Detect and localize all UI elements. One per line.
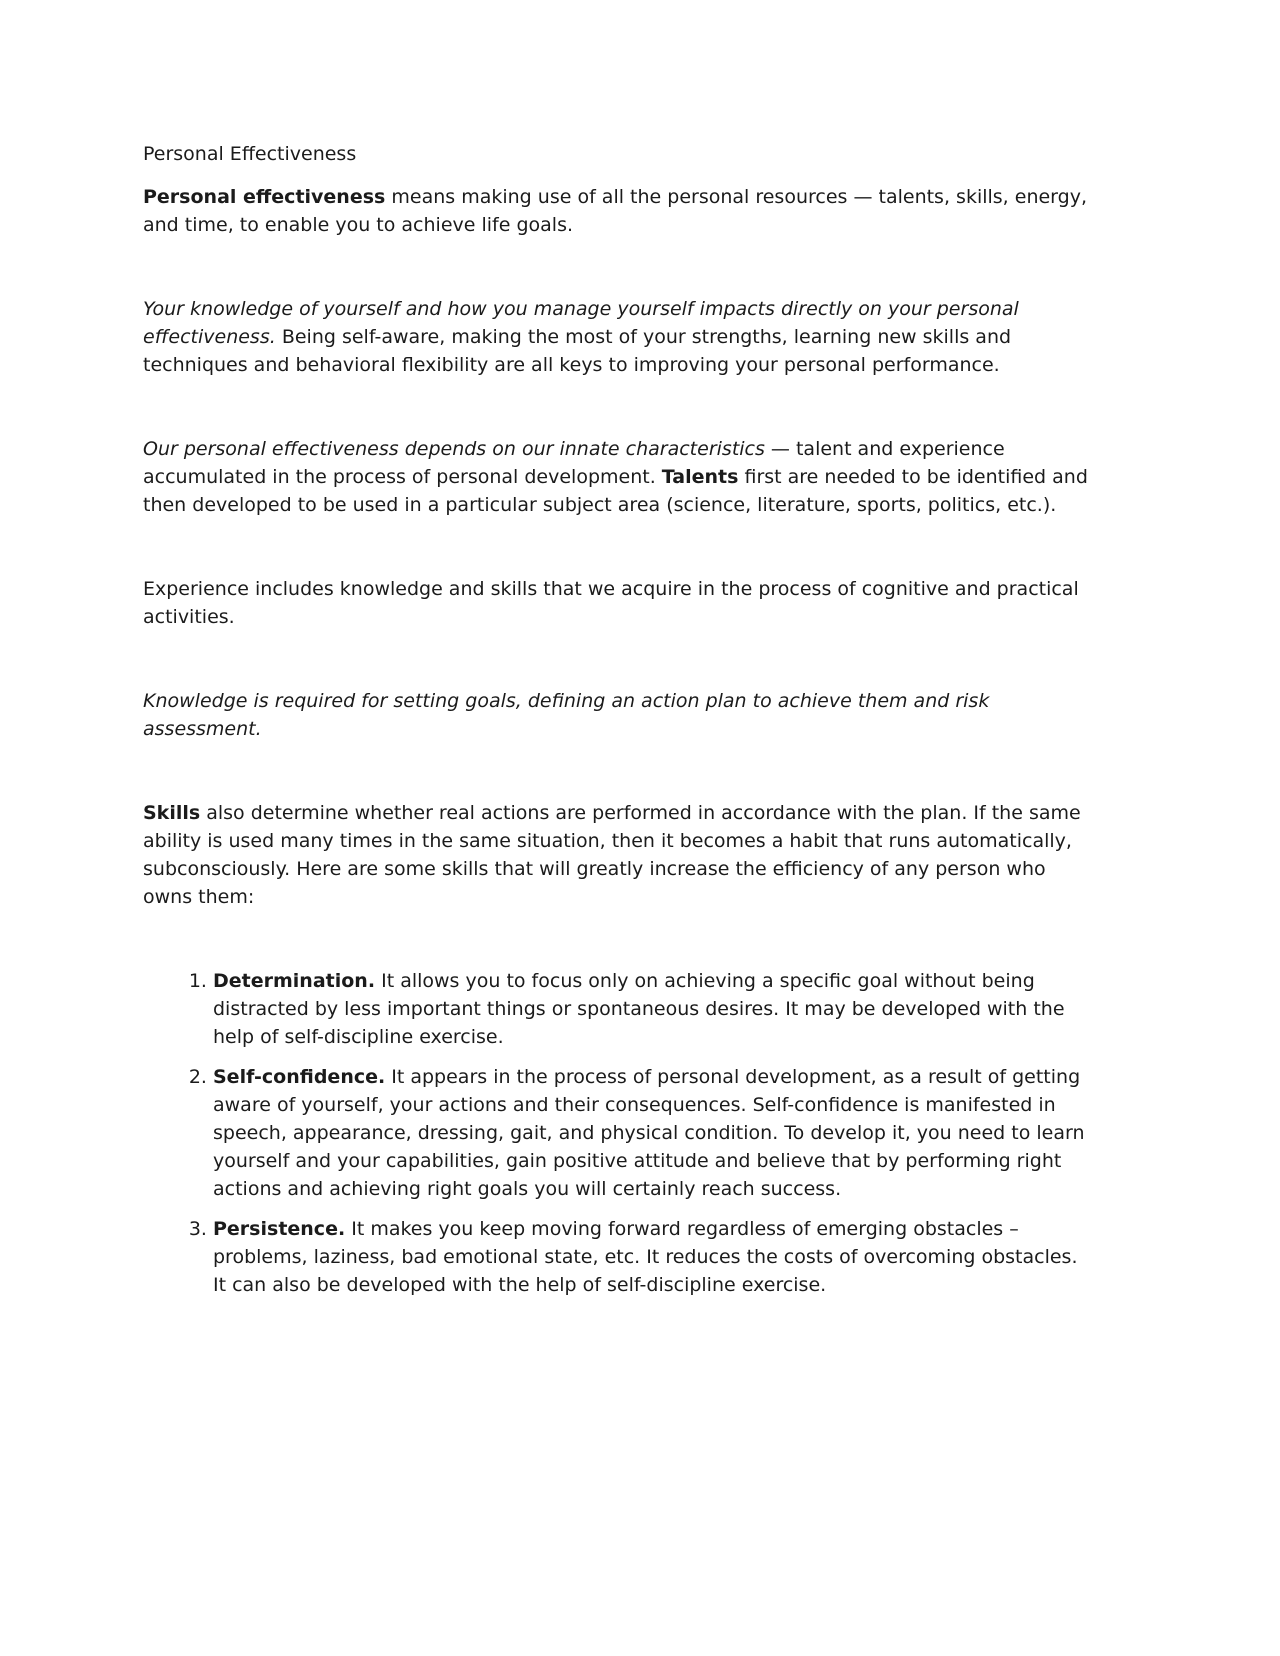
list-item-1-term: Determination. xyxy=(213,970,376,992)
paragraph-3-italic: Our personal effectiveness depends on our innate characteristics xyxy=(143,438,765,460)
paragraph-knowledge xyxy=(143,687,1095,743)
list-item-3-text: It makes you keep moving forward regardless of emerging obstacles – problems, laziness, bad emotional state, etc. It reduces the costs of overcoming obstacles. It can also be developed with the help of self-discipline exercise. xyxy=(213,1218,1078,1296)
paragraph-6-text: also determine whether real actions are performed in accordance with the plan. If the same ability is used many times in the same situation, then it becomes a habit that runs automatically, subconsciously. Here are some skills that will greatly increase the efficiency of any person who owns them: xyxy=(143,802,1081,908)
paragraph-2-italic: Your knowledge of yourself and how you manage yourself impacts directly on your personal effectiveness. xyxy=(143,298,1019,348)
paragraph-skills xyxy=(143,799,1095,911)
paragraph-personal-effectiveness xyxy=(143,183,1095,239)
paragraph-3-bold-talents: Talents xyxy=(661,466,739,488)
list-item-1-text: It allows you to focus only on achieving a specific goal without being distracted by less important things or spontaneous desires. It may be developed with the help of self-discipline exercise. xyxy=(213,970,1065,1048)
list-item-determination xyxy=(213,967,1095,1051)
list-item-2-text: It appears in the process of personal development, as a result of getting aware of yourself, your actions and their consequences. Self-confidence is manifested in speech, appearance, dressing, gait, and physical condition. To develop it, you need to learn yourself and your capabilities, gain positive attitude and believe that by performing right actions and achieving right goals you will certainly reach success. xyxy=(213,1066,1085,1200)
paragraph-3-text: first are needed to be identified and then developed to be used in a particular subject area (science, literature, sports, politics, etc.). xyxy=(143,466,1088,516)
paragraph-1-lead-bold: Personal effectiveness xyxy=(143,186,386,208)
paragraph-1-text: means making use of all the personal resources — talents, skills, energy, and time, to enable you to achieve life goals. xyxy=(143,186,1087,236)
paragraph-5-italic: Knowledge is required for setting goals, defining an action plan to achieve them and risk assessment. xyxy=(143,690,990,740)
skills-list xyxy=(143,967,1095,1299)
paragraph-6-lead-bold: Skills xyxy=(143,802,201,824)
list-item-persistence xyxy=(213,1215,1095,1299)
paragraph-2-text: Being self-aware, making the most of your strengths, learning new skills and techniques and behavioral flexibility are all keys to improving your personal performance. xyxy=(143,326,1012,376)
list-item-3-term: Persistence. xyxy=(213,1218,346,1240)
list-item-self-confidence xyxy=(213,1063,1095,1203)
paragraph-experience: Experience includes knowledge and skills that we acquire in the process of cognitive and practical activities. xyxy=(143,578,1079,628)
paragraph-self-knowledge xyxy=(143,295,1095,379)
document-title: Personal Effectiveness xyxy=(143,143,357,165)
list-item-2-term: Self-confidence. xyxy=(213,1066,386,1088)
paragraph-innate-characteristics xyxy=(143,435,1095,519)
paragraph-3-middle-text: — talent and experience accumulated in the process of personal development. xyxy=(143,438,1005,488)
